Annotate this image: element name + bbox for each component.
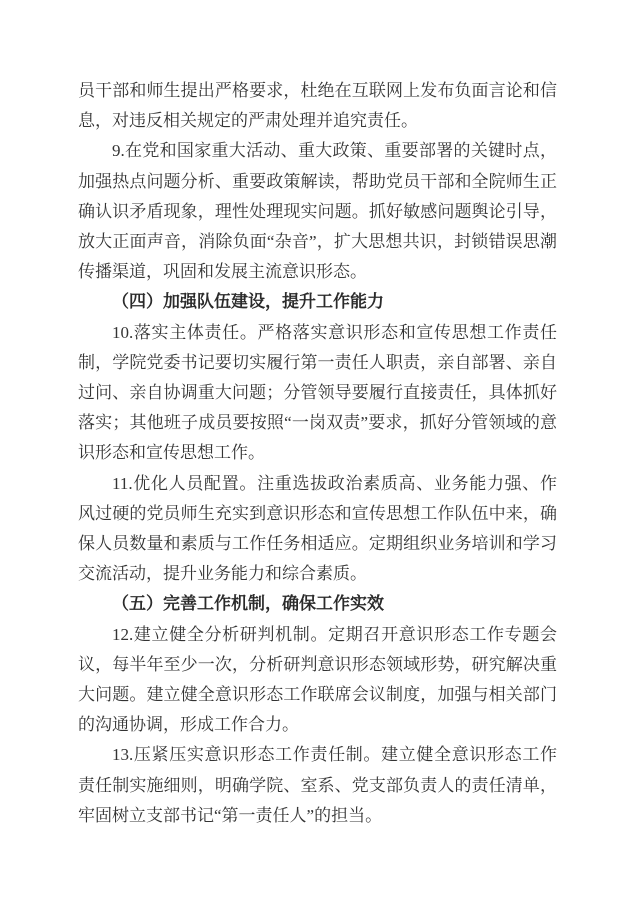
paragraph: 9.在党和国家重大活动、重大政策、重要部署的关键时点，加强热点问题分析、重要政策解读，帮助党员干部和全院师生正确认识矛盾现象，理性处理现实问题。抓好敏感问题舆论引导，放大正面声音，消除负面“杂音”，扩大思想共识，封锁错误思潮传播渠道，巩固和发展主流意识形态。 [78, 141, 557, 282]
document-body [78, 76, 557, 831]
paragraph: 13.压紧压实意识形态工作责任制。建立健全意识形态工作责任制实施细则，明确学院、室系、党支部负责人的责任清单，牢固树立支部书记“第一责任人”的担当。 [78, 745, 557, 825]
section-heading: （四）加强队伍建设，提升工作能力 [112, 292, 384, 312]
paragraph: 10.落实主体责任。严格落实意识形态和宣传思想工作责任制，学院党委书记要切实履行第一责任人职责，亲自部署、亲自过问、亲自协调重大问题；分管领导要履行直接责任，具体抓好落实；其他班子成员要按照“一岗双责”要求，抓好分管领域的意识形态和宣传思想工作。 [78, 322, 557, 463]
section-heading: （五）完善工作机制，确保工作实效 [112, 594, 384, 614]
paragraph: 12.建立健全分析研判机制。定期召开意识形态工作专题会议，每半年至少一次，分析研判意识形态领域形势，研究解决重大问题。建立健全意识形态工作联席会议制度，加强与相关部门的沟通协调，形成工作合力。 [78, 624, 557, 735]
paragraph: 员干部和师生提出严格要求，杜绝在互联网上发布负面言论和信息，对违反相关规定的严肃处理并追究责任。 [78, 81, 557, 131]
paragraph: 11.优化人员配置。注重选拔政治素质高、业务能力强、作风过硬的党员师生充实到意识形态和宣传思想工作队伍中来，确保人员数量和素质与工作任务相适应。定期组织业务培训和学习交流活动，提升业务能力和综合素质。 [78, 473, 557, 584]
